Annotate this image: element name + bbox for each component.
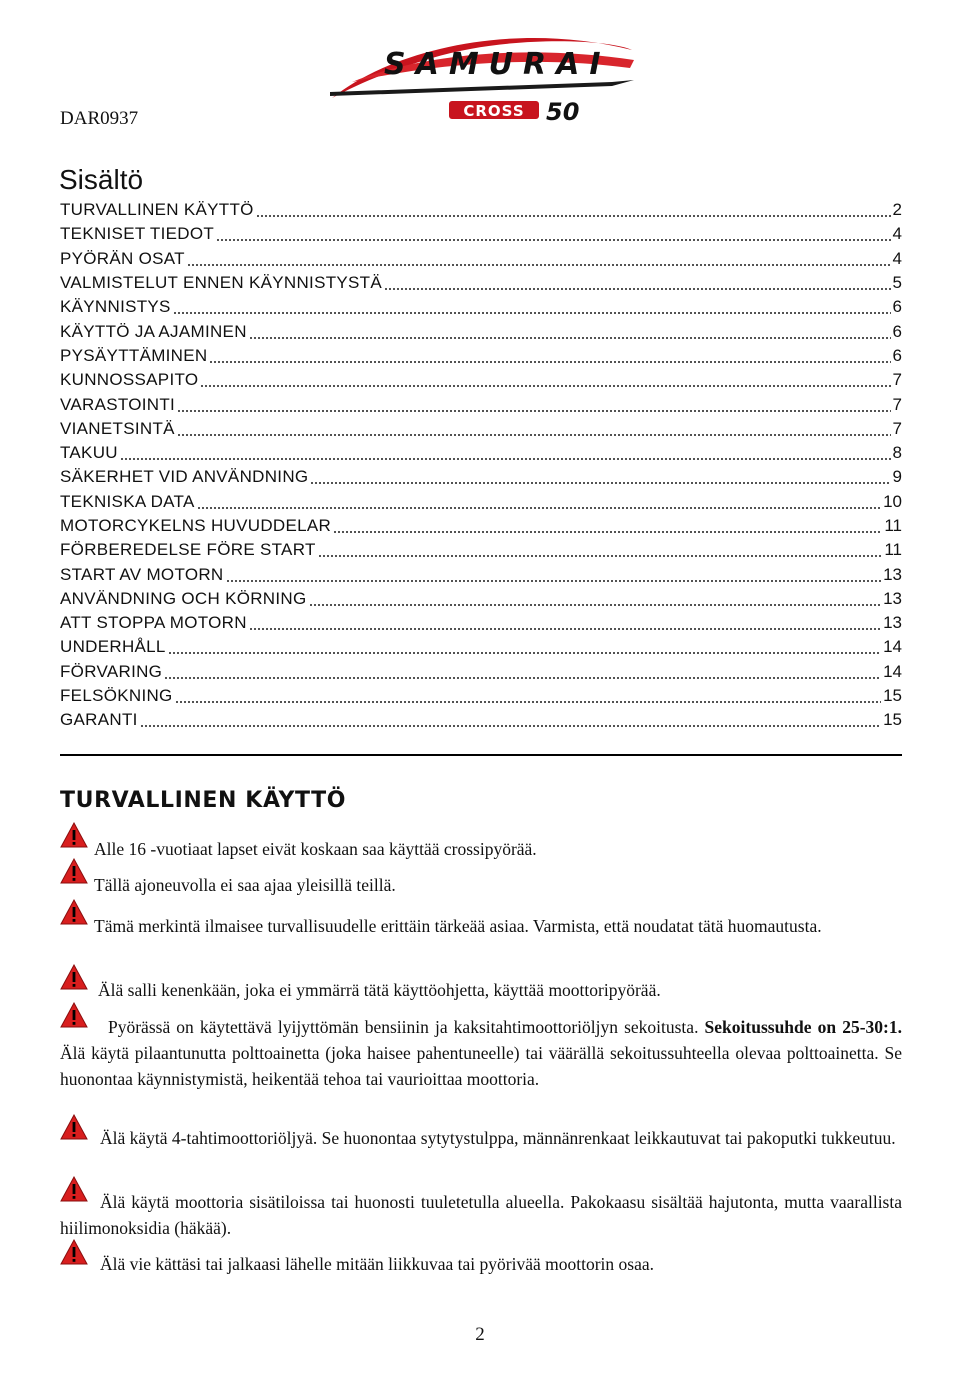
- toc-entry-label: ATT STOPPA MOTORN: [60, 613, 247, 633]
- toc-leader-dots: [249, 324, 891, 340]
- toc-entry-page: 13: [883, 588, 902, 608]
- toc-entry-page: 13: [883, 613, 902, 633]
- toc-entry-label: START AV MOTORN: [60, 564, 224, 584]
- warning-item: [60, 1014, 902, 1092]
- toc-entry[interactable]: [60, 465, 902, 489]
- toc-entry-page: 10: [883, 491, 902, 511]
- toc-entry-label: VALMISTELUT ENNEN KÄYNNISTYSTÄ: [60, 273, 382, 293]
- logo-brand-text: SAMURAI: [384, 47, 611, 82]
- toc-entry-page: 7: [892, 370, 902, 390]
- toc-entry-page: 6: [892, 321, 902, 341]
- toc-entry[interactable]: [60, 611, 902, 635]
- toc-entry[interactable]: [60, 198, 902, 222]
- warning-text: Tällä ajoneuvolla ei saa ajaa yleisillä teillä.: [94, 875, 396, 895]
- toc-entry[interactable]: [60, 635, 902, 659]
- toc-leader-dots: [256, 202, 891, 218]
- warning-item: [60, 872, 902, 898]
- toc-entry-label: GARANTI: [60, 710, 138, 730]
- toc-entry-label: PYSÄYTTÄMINEN: [60, 345, 208, 365]
- toc-entry-label: FÖRBEREDELSE FÖRE START: [60, 540, 316, 560]
- toc-entry[interactable]: [60, 708, 902, 732]
- toc-entry[interactable]: [60, 562, 902, 586]
- mix-ratio-text: Sekoitussuhde on 25-30:1.: [704, 1017, 902, 1037]
- toc-leader-dots: [249, 615, 881, 631]
- toc-entry-label: VIANETSINTÄ: [60, 418, 175, 438]
- toc-entry-page: 7: [892, 394, 902, 414]
- warning-text: Älä käytä 4-tahtimoottoriöljyä. Se huonontaa sytytystulppa, männänrenkaat leikkautuvat tai pakoputki tukkeutuu.: [100, 1128, 896, 1148]
- warning-text: Älä salli kenenkään, joka ei ymmärrä tätä käyttöohjetta, käyttää moottoripyörää.: [98, 980, 661, 1000]
- toc-entry-label: TEKNISET TIEDOT: [60, 224, 215, 244]
- warning-text: Alle 16 -vuotiaat lapset eivät koskaan saa käyttää crossipyörää.: [94, 839, 537, 859]
- toc-entry-page: 7: [892, 418, 902, 438]
- toc-entry-label: KÄYTTÖ JA AJAMINEN: [60, 321, 247, 341]
- toc-entry-page: 6: [892, 345, 902, 365]
- toc-entry-label: TURVALLINEN KÄYTTÖ: [60, 200, 254, 220]
- toc-leader-dots: [216, 226, 890, 242]
- toc-leader-dots: [318, 542, 883, 558]
- page-number: 2: [475, 1324, 485, 1345]
- document-code: DAR0937: [60, 108, 139, 129]
- toc-leader-dots: [309, 591, 882, 607]
- samurai-cross-logo: [312, 20, 642, 130]
- toc-entry[interactable]: [60, 514, 902, 538]
- toc-leader-dots: [310, 469, 890, 485]
- toc-leader-dots: [177, 397, 890, 413]
- warning-triangle-icon: [60, 1239, 88, 1265]
- warning-triangle-icon: [60, 1176, 88, 1202]
- warning-item: [60, 1251, 902, 1277]
- warning-triangle-icon: [60, 1114, 88, 1140]
- toc-entry[interactable]: [60, 319, 902, 343]
- toc-entry-page: 5: [892, 273, 902, 293]
- toc-entry[interactable]: [60, 295, 902, 319]
- warning-item: [60, 1189, 902, 1241]
- table-of-contents: [60, 198, 902, 733]
- warning-item: [60, 836, 902, 862]
- toc-entry-page: 14: [883, 661, 902, 681]
- toc-entry[interactable]: [60, 660, 902, 684]
- toc-leader-dots: [197, 494, 881, 510]
- toc-entry-label: KUNNOSSAPITO: [60, 370, 199, 390]
- warning-triangle-icon: [60, 964, 88, 990]
- toc-entry[interactable]: [60, 684, 902, 708]
- toc-entry-page: 15: [883, 686, 902, 706]
- toc-entry-label: UNDERHÅLL: [60, 637, 166, 657]
- logo-model-text: 50: [546, 98, 580, 126]
- warning-item: [60, 977, 902, 1003]
- toc-entry[interactable]: [60, 441, 902, 465]
- warning-item: [60, 913, 902, 939]
- logo-blade: [330, 80, 634, 96]
- toc-entry-page: 4: [892, 224, 902, 244]
- toc-leader-dots: [140, 712, 881, 728]
- toc-leader-dots: [173, 299, 891, 315]
- toc-entry-label: MOTORCYKELNS HUVUDDELAR: [60, 516, 332, 535]
- toc-entry[interactable]: [60, 587, 902, 611]
- toc-entry[interactable]: [60, 538, 902, 562]
- toc-title: Sisältö: [59, 164, 144, 195]
- toc-leader-dots: [175, 688, 881, 704]
- toc-entry-label: KÄYNNISTYS: [60, 297, 171, 317]
- toc-entry-label: SÄKERHET VID ANVÄNDNING: [60, 467, 309, 487]
- toc-entry[interactable]: [60, 392, 902, 416]
- toc-entry-page: 4: [892, 248, 902, 268]
- section-divider: [60, 754, 902, 756]
- toc-leader-dots: [168, 639, 881, 655]
- toc-entry[interactable]: [60, 271, 902, 295]
- warning-text: Tämä merkintä ilmaisee turvallisuudelle erittäin tärkeää asiaa. Varmista, että noudatat tätä huomautusta.: [94, 916, 822, 936]
- toc-entry-page: 15: [883, 710, 902, 730]
- warning-triangle-icon: [60, 822, 88, 848]
- toc-leader-dots: [333, 518, 882, 534]
- toc-entry-label: FÖRVARING: [60, 661, 163, 681]
- toc-entry-page: 8: [892, 443, 902, 463]
- toc-entry-page: 2: [892, 200, 902, 220]
- warning-triangle-icon: [60, 1002, 88, 1028]
- toc-entry-label: VARASTOINTI: [60, 394, 176, 414]
- toc-entry-page: 13: [883, 564, 902, 584]
- toc-entry[interactable]: [60, 222, 902, 246]
- toc-leader-dots: [187, 251, 891, 267]
- toc-entry-label: TAKUU: [60, 443, 118, 463]
- toc-entry[interactable]: [60, 490, 902, 514]
- toc-entry[interactable]: [60, 368, 902, 392]
- warning-text: Älä vie kättäsi tai jalkaasi lähelle mitään liikkuvaa tai pyörivää moottorin osaa.: [100, 1254, 654, 1274]
- warning-triangle-icon: [60, 899, 88, 925]
- logo-badge-text: CROSS: [463, 102, 525, 120]
- toc-leader-dots: [209, 348, 890, 364]
- toc-entry[interactable]: [60, 344, 902, 368]
- toc-leader-dots: [384, 275, 891, 291]
- toc-leader-dots: [120, 445, 891, 461]
- toc-entry-page: 9: [892, 467, 902, 487]
- toc-entry[interactable]: [60, 417, 902, 441]
- toc-entry-label: TEKNISKA DATA: [60, 491, 195, 511]
- toc-leader-dots: [164, 664, 881, 680]
- toc-entry-page: 11: [884, 540, 902, 560]
- warning-text-part: Älä käytä pilaantunutta polttoainetta (joka haisee pahentuneelle) tai väärällä sekoitussuhteella olevaa polttoainetta. Se huonontaa käynnistymistä, heikentää tehoa tai vaurioittaa moottoria.: [60, 1043, 902, 1089]
- warning-triangle-icon: [60, 858, 88, 884]
- toc-leader-dots: [177, 421, 891, 437]
- warning-text-part: Pyörässä on käytettävä lyijyttömän bensiinin ja kaksitahtimoottoriöljyn sekoitusta.: [108, 1017, 705, 1037]
- toc-entry-label: FELSÖKNING: [60, 686, 173, 706]
- toc-entry-page: 11: [884, 516, 902, 535]
- toc-entry-label: PYÖRÄN OSAT: [60, 248, 185, 268]
- toc-entry[interactable]: [60, 247, 902, 271]
- warning-item: [60, 1125, 902, 1151]
- section-title: TURVALLINEN KÄYTTÖ: [60, 788, 347, 813]
- warning-text: [60, 1014, 902, 1092]
- toc-leader-dots: [226, 567, 882, 583]
- toc-entry-page: 14: [883, 637, 902, 657]
- toc-entry-label: ANVÄNDNING OCH KÖRNING: [60, 588, 307, 608]
- warning-text: Älä käytä moottoria sisätiloissa tai huonosti tuuletetulla alueella. Pakokaasu sisältää hajutonta, mutta vaarallista hiilimonoksidia (häkää).: [60, 1192, 902, 1238]
- toc-leader-dots: [200, 372, 890, 388]
- toc-entry-page: 6: [892, 297, 902, 317]
